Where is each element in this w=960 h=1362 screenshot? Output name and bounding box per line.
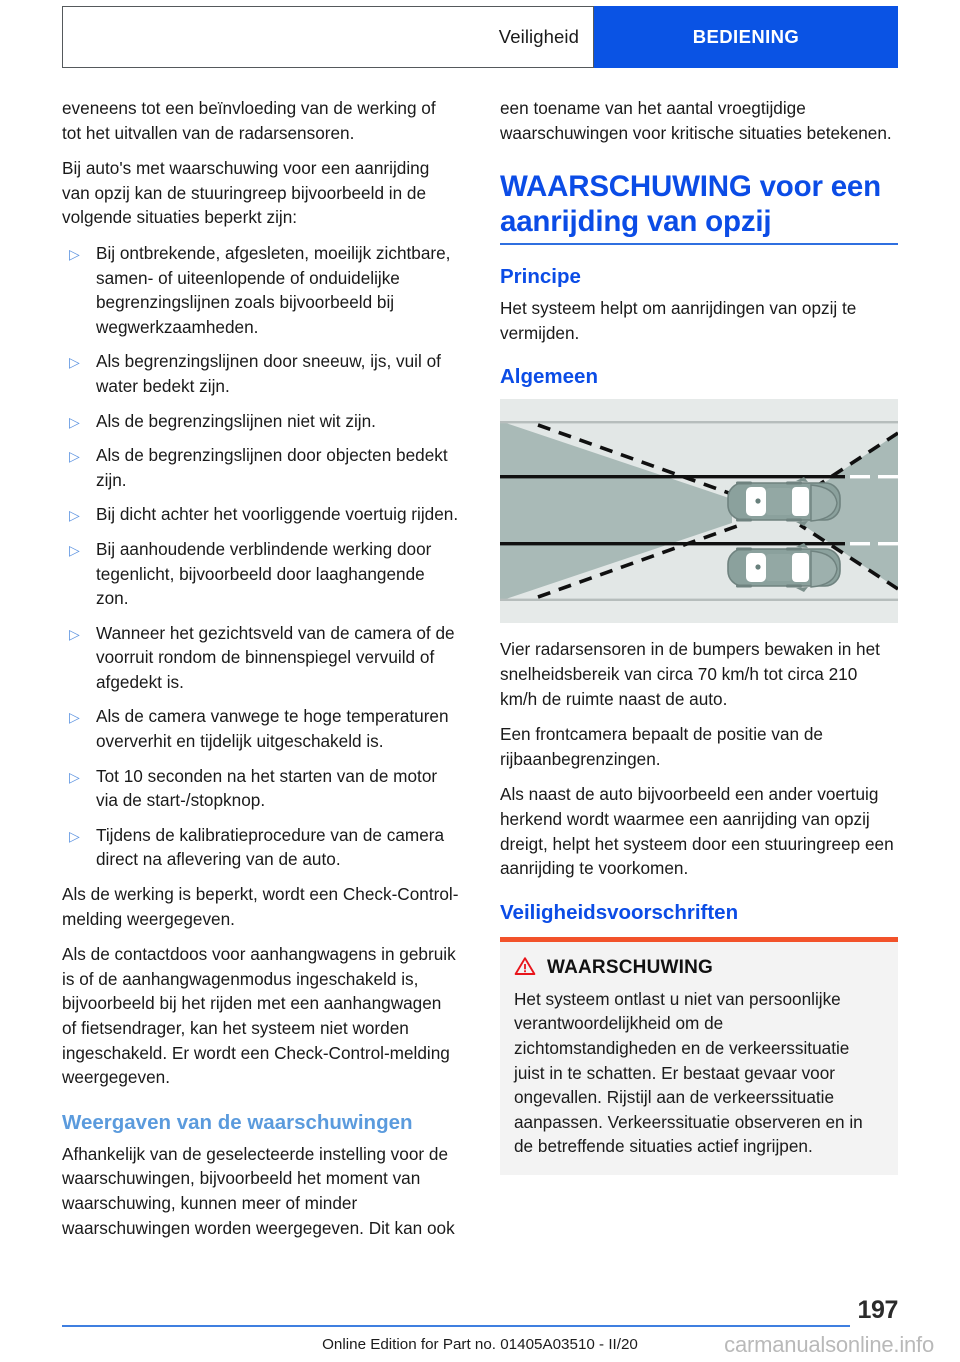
page-title: WAARSCHUWING voor een aanrijding van opzij: [500, 170, 881, 239]
chapter-box: [62, 6, 594, 68]
triangle-right-icon: ▷: [69, 448, 80, 465]
paragraph: een toename van het aantal vroegtijdige waarschuwingen voor kritische situaties betekenen.: [500, 98, 892, 143]
car-lower: [728, 543, 840, 592]
heading-principe: Principe: [500, 265, 581, 289]
section-tab-label: BEDIENING: [692, 26, 800, 47]
list-item-label: Tot 10 seconden na het starten van de motor via de start-/stopknop.: [96, 765, 438, 811]
warning-text: Het systeem ontlast u niet van persoonlijke verantwoordelijkheid om de zichtomstandigheden en de verkeerssituatie juist in te schatten. Er bestaat gevaar voor ongevallen. Rijstijl aan de verkeerssituatie aanpassen. Verkeerssituatie observeren en in de betreffende situaties actief ingrijpen.: [514, 988, 863, 1157]
list-item-label: Bij dicht achter het voorliggende voertuig rijden.: [96, 504, 459, 525]
footer-watermark: carmanualsonline.info: [724, 1332, 934, 1357]
triangle-right-icon: ▷: [69, 541, 80, 558]
page-header: [62, 6, 898, 68]
paragraph: Vier radarsensoren in de bumpers bewaken in het snelheidsbereik van circa 70 km/h tot circa 210 km/h de ruimte naast de auto.: [500, 639, 880, 709]
triangle-right-icon: ▷: [69, 625, 80, 642]
section-tab: [594, 6, 898, 68]
list-item-label: Bij ontbrekende, afgesleten, moeilijk zichtbare, samen- of uiteenlopende of onduidelijke begrenzingslijnen zoals bijvoorbeeld bij wegwerkzaamheden.: [96, 242, 451, 337]
chapter-title: Veiligheid: [498, 26, 579, 47]
illustration-svg: [500, 399, 898, 623]
footer-edition-text: Online Edition for Part no. 01405A03510 - II/20: [322, 1336, 638, 1353]
title-underline: [500, 243, 898, 245]
list-item-label: Wanneer het gezichtsveld van de camera of de voorruit rondom de binnenspiegel vervuild of afgedekt is.: [96, 622, 455, 692]
list-item: [62, 537, 459, 611]
triangle-right-icon: ▷: [69, 245, 80, 262]
list-item: [62, 443, 459, 492]
paragraph: Als naast de auto bijvoorbeeld een ander voertuig herkend wordt waarmee een aanrijding van opzij dreigt, helpt het systeem door een stuuringreep een aanrijding te voorkomen.: [500, 784, 894, 879]
paragraph: Een frontcamera bepaalt de positie van de rijbaanbegrenzingen.: [500, 724, 823, 769]
list-item-label: Als de begrenzingslijnen door objecten bedekt zijn.: [96, 445, 448, 490]
list-item: [62, 241, 459, 339]
list-item: [62, 764, 459, 813]
list-item-label: Tijdens de kalibratieprocedure van de camera direct na aflevering van de auto.: [96, 824, 445, 870]
paragraph: Het systeem helpt om aanrijdingen van opzij te vermijden.: [500, 298, 857, 343]
warning-box: [500, 937, 898, 1175]
list-item-label: Bij aanhoudende verblindende werking door tegenlicht, bijvoorbeeld door laaghangende zon.: [96, 538, 432, 609]
triangle-right-icon: ▷: [69, 507, 80, 524]
right-column: [500, 96, 898, 1251]
warning-triangle-svg: [514, 956, 536, 976]
warning-label: WAARSCHUWING: [547, 957, 713, 979]
triangle-right-icon: ▷: [69, 413, 80, 430]
paragraph: Als de werking is beperkt, wordt een Check-Control-melding weergegeven.: [62, 884, 459, 929]
triangle-right-icon: ▷: [69, 827, 80, 844]
paragraph: eveneens tot een beïnvloeding van de werking of tot het uitvallen van de radarsensoren.: [62, 98, 436, 143]
car-upper: [728, 477, 840, 526]
triangle-right-icon: ▷: [69, 354, 80, 371]
list-item: [62, 349, 459, 398]
lane-change-warning-illustration: [500, 399, 898, 623]
triangle-right-icon: ▷: [69, 768, 80, 785]
list-item: [62, 704, 459, 753]
footer-rule: [62, 1325, 850, 1327]
list-item: [62, 823, 459, 872]
page-number: 197: [857, 1296, 898, 1324]
list-item-label: Als de camera vanwege te hoge temperaturen oververhit en tijdelijk uitgeschakeld is.: [96, 706, 449, 752]
heading-algemeen: Algemeen: [500, 365, 598, 389]
limitations-list: [62, 241, 459, 872]
left-column: [62, 96, 459, 1251]
list-item: [62, 502, 459, 527]
heading-weergaven: Weergaven van de waarschuwingen: [62, 1110, 413, 1134]
triangle-right-icon: ▷: [69, 709, 80, 726]
paragraph: Afhankelijk van de geselecteerde instelling voor de waarschuwingen, bijvoorbeeld het moment van waarschuwing, kunnen meer of minder waarschuwingen worden weergegeven. Dit kan ook: [62, 1143, 455, 1238]
list-item: [62, 409, 459, 434]
heading-veiligheidsvoorschriften: Veiligheidsvoorschriften: [500, 900, 739, 924]
paragraph: Bij auto's met waarschuwing voor een aanrijding van opzij kan de stuuringreep bijvoorbeeld in de volgende situaties beperkt zijn:: [62, 158, 430, 228]
warning-header: [514, 956, 884, 981]
list-item-label: Als de begrenzingslijnen niet wit zijn.: [96, 410, 376, 431]
paragraph: Als de contactdoos voor aanhangwagens in gebruik is of de aanhangwagenmodus ingeschakeld is, bijvoorbeeld bij het rijden met een aanhangwagen of fietsendrager, kan het systeem niet worden ingeschakeld. Er wordt een Check-Control-melding weergegeven.: [62, 944, 456, 1088]
list-item: [62, 621, 459, 695]
page-columns: [62, 96, 898, 1251]
warning-triangle-icon: [514, 956, 536, 981]
list-item-label: Als begrenzingslijnen door sneeuw, ijs, vuil of water bedekt zijn.: [96, 351, 441, 396]
